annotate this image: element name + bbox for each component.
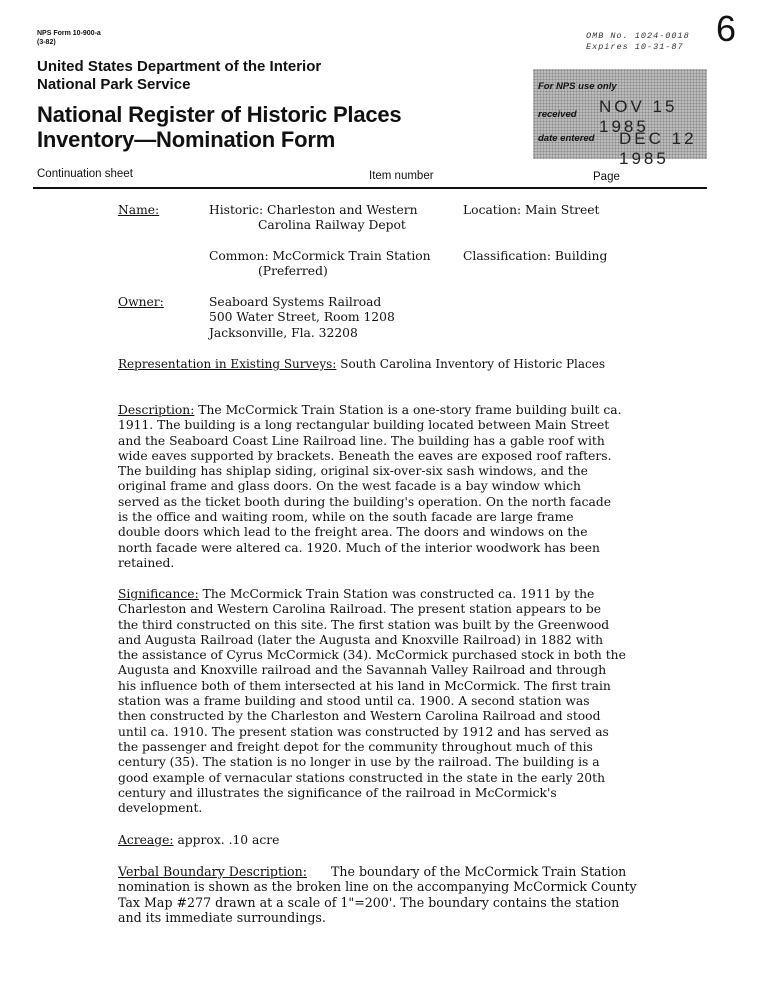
description-line: 1911. The building is a long rectangular building located between Main Street bbox=[118, 418, 610, 433]
title-line-2: Inventory—Nomination Form bbox=[37, 127, 336, 152]
description-line: retained. bbox=[118, 555, 175, 570]
omb-number: OMB No. 1024-0018 bbox=[586, 31, 690, 41]
description-line: original frame and glass doors. On the west facade is a bay window which bbox=[118, 479, 581, 494]
significance-line: then constructed by the Charleston and Western Carolina Railroad and stood bbox=[118, 709, 601, 724]
agency-line-2: National Park Service bbox=[37, 76, 191, 93]
stamp-received-date: NOV 15 1985 bbox=[599, 97, 678, 136]
significance-line: the third constructed on this site. The first station was built by the Greenwood bbox=[118, 617, 610, 632]
significance-line: development. bbox=[118, 801, 203, 816]
significance-line: good example of vernacular stations constructed in the state in the early 20th bbox=[118, 770, 605, 785]
form-date: (3-82) bbox=[37, 39, 56, 46]
page-label: Page bbox=[593, 171, 620, 183]
common-line-1: Common: McCormick Train Station bbox=[209, 249, 431, 263]
classification: Classification: Building bbox=[463, 249, 608, 263]
historic-name bbox=[209, 203, 418, 234]
form-title bbox=[37, 102, 401, 152]
description-paragraph bbox=[118, 403, 668, 571]
nps-use-stamp bbox=[533, 69, 707, 168]
owner-line: 500 Water Street, Room 1208 bbox=[209, 310, 395, 325]
boundary-line: nomination is shown as the broken line on the accompanying McCormick County bbox=[118, 879, 637, 895]
boundary-line: and its immediate surroundings. bbox=[118, 909, 326, 925]
significance-line: the assistance of Cyrus McCormick (34). McCormick purchased stock in both the bbox=[118, 648, 626, 663]
description-line: and the Seaboard Coast Line Railroad line. The building has a gable roof with bbox=[118, 433, 605, 448]
significance-line: the passenger and freight depot for the community throughout much of this bbox=[118, 739, 593, 754]
agency-line-1: United States Department of the Interior bbox=[37, 58, 322, 75]
boundary-paragraph bbox=[118, 864, 700, 925]
stamp-entered-date: DEC 12 1985 bbox=[619, 129, 697, 168]
significance-label: Significance: bbox=[118, 587, 199, 601]
acreage-value: approx. .10 acre bbox=[177, 833, 280, 847]
surveys-line bbox=[118, 357, 605, 372]
description-line: The McCormick Train Station is a one-story frame building built ca. bbox=[198, 403, 622, 417]
owner-line: Jacksonville, Fla. 32208 bbox=[209, 325, 358, 340]
form-number: NPS Form 10-900-a bbox=[37, 30, 101, 37]
significance-line: century and illustrates the significance of the railroad in McCormick's bbox=[118, 785, 557, 800]
handwritten-page-mark: 6 bbox=[716, 8, 737, 49]
significance-line: station was a frame building and stood until ca. 1900. A second station was bbox=[118, 694, 590, 709]
boundary-line: The boundary of the McCormick Train Station bbox=[330, 864, 627, 879]
stamp-received-label: received bbox=[538, 109, 577, 120]
acreage-line bbox=[118, 833, 279, 848]
common-name bbox=[209, 249, 431, 280]
significance-line: until ca. 1910. The present station was constructed by 1912 and has served as bbox=[118, 724, 609, 739]
significance-line: century (35). The station is no longer in use by the railroad. The building is a bbox=[118, 755, 600, 770]
surveys-value: South Carolina Inventory of Historic Places bbox=[340, 357, 606, 371]
expires-date: Expires 10-31-87 bbox=[586, 42, 684, 52]
description-line: served as the ticket booth during the building's operation. On the north facade bbox=[118, 494, 612, 509]
significance-line: Augusta and Knoxville railroad and the Savannah Valley Railroad and through bbox=[118, 663, 607, 678]
historic-line-1: Historic: Charleston and Western bbox=[209, 203, 418, 217]
header-rule bbox=[33, 187, 707, 189]
description-line: wide eaves supported by brackets. Beneath the eaves are exposed roof rafters. bbox=[118, 448, 612, 463]
surveys-label: Representation in Existing Surveys: bbox=[118, 357, 337, 371]
location: Location: Main Street bbox=[463, 203, 600, 217]
description-line: is the office and waiting room, while on the south facade are large frame bbox=[118, 510, 574, 525]
significance-line: Charleston and Western Carolina Railroad. The present station appears to be bbox=[118, 602, 602, 617]
agency-heading bbox=[37, 58, 321, 94]
owner-line: Seaboard Systems Railroad bbox=[209, 295, 382, 309]
form-number-block bbox=[37, 29, 101, 47]
historic-line-2: Carolina Railway Depot bbox=[258, 218, 406, 233]
acreage-label: Acreage: bbox=[118, 833, 174, 847]
description-line: The building has shiplap siding, original six-over-six sash windows, and the bbox=[118, 464, 588, 479]
stamp-entered-label: date entered bbox=[538, 133, 595, 144]
significance-paragraph bbox=[118, 587, 668, 816]
significance-line: his influence both of them intersected at his land in McCormick. The first train bbox=[118, 678, 611, 693]
stamp-title: For NPS use only bbox=[538, 81, 617, 92]
boundary-label: Verbal Boundary Description: bbox=[118, 864, 307, 879]
item-number-label: Item number bbox=[369, 170, 434, 182]
description-label: Description: bbox=[118, 403, 195, 417]
significance-line: The McCormick Train Station was constructed ca. 1911 by the bbox=[202, 587, 595, 601]
continuation-sheet-label: Continuation sheet bbox=[37, 168, 133, 180]
boundary-line: Tax Map #277 drawn at a scale of 1"=200'. The boundary contains the station bbox=[118, 894, 620, 910]
significance-line: and Augusta Railroad (later the Augusta and Knoxville Railroad) in 1882 with bbox=[118, 632, 604, 647]
title-line-1: National Register of Historic Places bbox=[37, 102, 402, 127]
name-label: Name: bbox=[118, 203, 160, 217]
description-line: north facade were altered ca. 1920. Much of the interior woodwork has been bbox=[118, 540, 600, 555]
common-line-2: (Preferred) bbox=[258, 264, 328, 279]
owner-label: Owner: bbox=[118, 295, 164, 309]
owner-address bbox=[209, 295, 395, 341]
omb-block bbox=[586, 31, 690, 53]
description-line: double doors which lead to the freight area. The doors and windows on the bbox=[118, 525, 588, 540]
